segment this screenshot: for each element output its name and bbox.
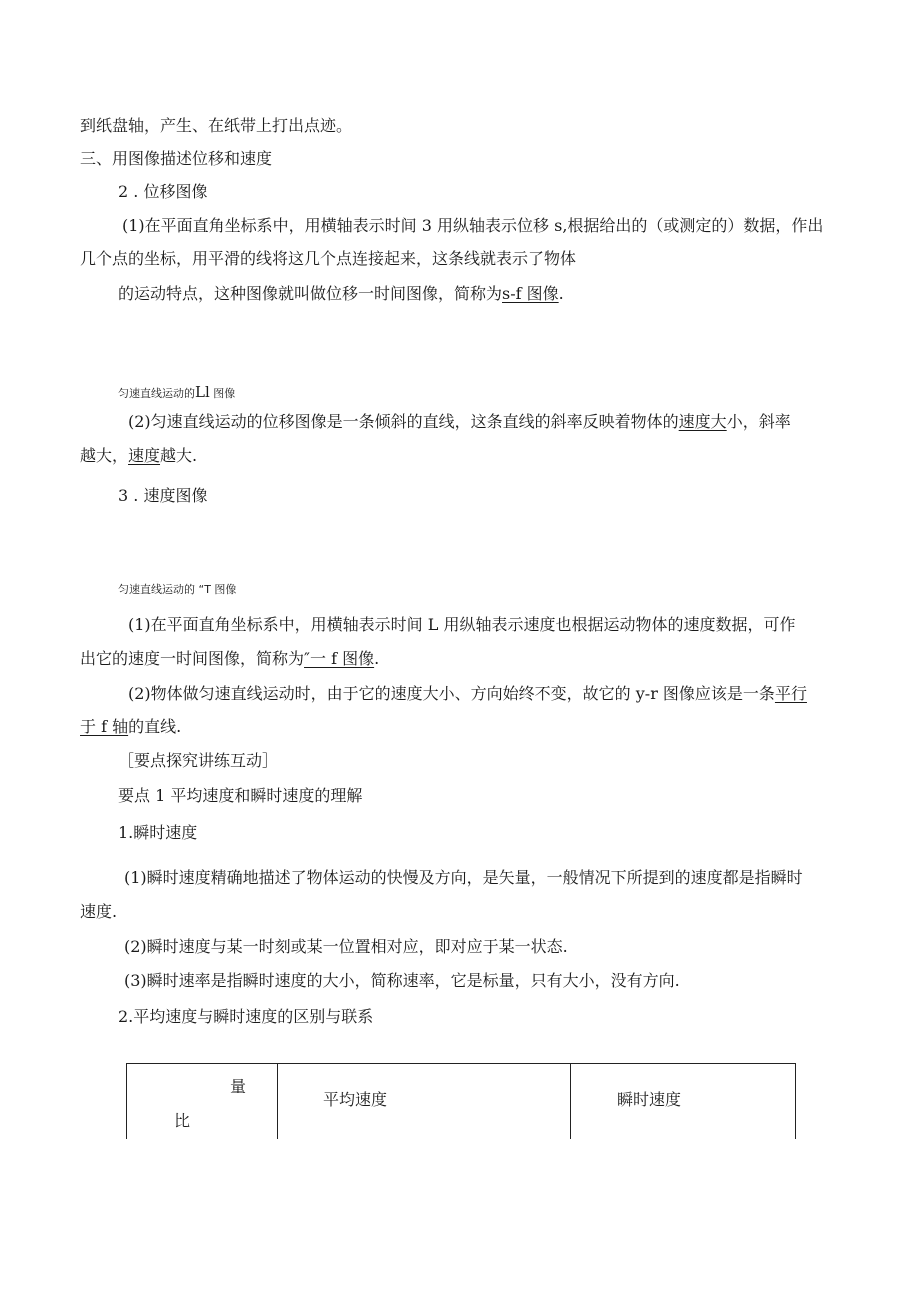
underlined-term-parallel: 平行 bbox=[774, 684, 807, 703]
text-line-18: 速度. bbox=[80, 902, 118, 921]
text-line-10: (1)在平面直角坐标系中，用横轴表示时间 L 用纵轴表示速度也根据运动物体的速度数据，可作 bbox=[128, 615, 796, 634]
text-span: (2)物体做匀速直线运动时，由于它的速度大小、方向始终不变，故它的 y-r 图像应该是一条 bbox=[128, 684, 775, 703]
text-line-12 bbox=[128, 683, 807, 705]
underlined-term-t-axis: 于 f 轴 bbox=[80, 717, 129, 736]
text-span: . bbox=[558, 284, 564, 303]
figure-caption-vt-graph: 匀速直线运动的 “T 图像 bbox=[118, 583, 237, 596]
text-span: 的运动特点，这种图像就叫做位移一时间图像，简称为 bbox=[118, 284, 503, 303]
comparison-table bbox=[126, 1063, 796, 1139]
caption-text: 匀速直线运动的 bbox=[118, 387, 195, 400]
figure-caption-st-graph bbox=[118, 385, 235, 401]
subheading-difference: 2.平均速度与瞬时速度的区别与联系 bbox=[118, 1007, 374, 1026]
section-heading-3: 三、用图像描述位移和速度 bbox=[80, 149, 273, 168]
text-line-1: 到纸盘轴，产生、在纸带上打出点迹。 bbox=[80, 116, 353, 135]
text-span: 出它的速度一时间图像，简称为 bbox=[80, 649, 305, 668]
subheading-displacement-graph: 2 . 位移图像 bbox=[118, 182, 208, 201]
table-col-instant-velocity: 瞬时速度 bbox=[617, 1090, 682, 1109]
text-line-17: (1)瞬时速度精确地描述了物体运动的快慢及方向，是矢量，一般情况下所提到的速度都是指瞬时 bbox=[124, 868, 803, 887]
text-line-6 bbox=[118, 283, 564, 305]
text-span: (2)匀速直线运动的位移图像是一条倾斜的直线，这条直线的斜率反映着物体的 bbox=[128, 412, 679, 431]
caption-symbol: Ll bbox=[195, 383, 210, 401]
subheading-instant-velocity: 1.瞬时速度 bbox=[118, 823, 198, 842]
text-line-8 bbox=[80, 445, 197, 467]
table-col-average-velocity: 平均速度 bbox=[323, 1090, 388, 1109]
table-divider bbox=[277, 1064, 278, 1139]
table-divider bbox=[570, 1064, 571, 1139]
table-header-quantity: 量 bbox=[230, 1077, 247, 1096]
text-line-7 bbox=[128, 411, 791, 433]
text-line-20: (3)瞬时速率是指瞬时速度的大小，简称速率，它是标量，只有大小，没有方向. bbox=[124, 971, 680, 990]
underlined-term-speed: 速度大 bbox=[678, 412, 727, 431]
table-header-compare: 比 bbox=[174, 1111, 191, 1130]
text-span: 越大. bbox=[160, 446, 198, 465]
caption-text: 图像 bbox=[213, 387, 236, 400]
subheading-velocity-graph: 3 . 速度图像 bbox=[118, 486, 208, 505]
bracket-heading: ［要点探究讲练互动］ bbox=[118, 751, 279, 770]
text-span: 的直线. bbox=[128, 717, 182, 736]
text-span: . bbox=[374, 649, 380, 668]
key-point-heading: 要点 1 平均速度和瞬时速度的理解 bbox=[118, 786, 363, 805]
underlined-term-vt-graph: ″一 f 图像 bbox=[304, 649, 375, 668]
underlined-term-st-graph: s-f 图像 bbox=[502, 284, 559, 303]
text-line-19: (2)瞬时速度与某一时刻或某一位置相对应，即对应于某一状态. bbox=[124, 937, 568, 956]
text-span: 越大， bbox=[80, 446, 129, 465]
text-line-5: 几个点的坐标，用平滑的线将这几个点连接起来，这条线就表示了物体 bbox=[80, 249, 577, 268]
text-line-13 bbox=[80, 716, 181, 738]
text-line-4: (1)在平面直角坐标系中，用横轴表示时间 3 用纵轴表示位移 s,根据给出的（或测定的）数据，作出 bbox=[122, 216, 824, 235]
underlined-term-speed-2: 速度 bbox=[128, 446, 161, 465]
text-span: 小，斜率 bbox=[726, 412, 791, 431]
text-line-11 bbox=[80, 648, 379, 670]
